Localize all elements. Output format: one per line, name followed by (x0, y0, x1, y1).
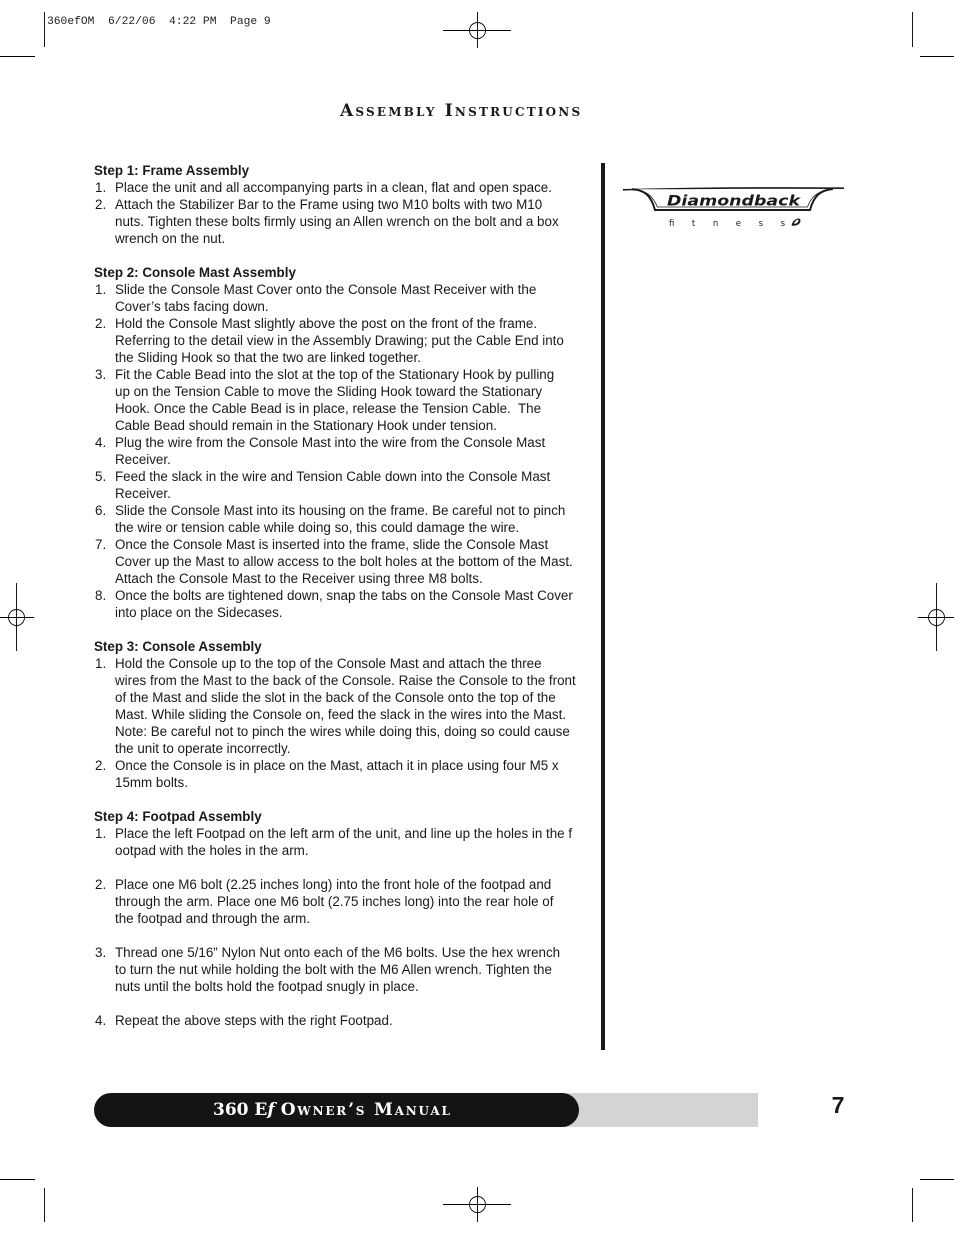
item-number: 4. (95, 435, 107, 450)
item-text-line: nuts. Tighten these bolts firmly using an Allen wrench on the bolt and a box (115, 214, 559, 229)
item-number: 2. (95, 316, 107, 331)
instruction-item (94, 536, 594, 587)
item-number: 4. (95, 1013, 107, 1028)
instruction-item (94, 825, 594, 859)
logo-tagline-text: fitness (669, 219, 785, 229)
crop-mark-bottom-left (0, 1180, 45, 1223)
item-text-line: Feed the slack in the wire and Tension Cable down into the Console Mast (115, 469, 551, 484)
item-number: 2. (95, 877, 107, 892)
crop-mark-top-right (913, 12, 954, 57)
item-text-line: to turn the nut while holding the bolt with the M6 Allen wrench. Tighten the (115, 962, 552, 977)
item-text-line: 15mm bolts. (115, 775, 188, 790)
item-text-line: Place the unit and all accompanying parts in a clean, flat and open space. (115, 180, 552, 195)
item-text-line: Once the Console is in place on the Mast, attach it in place using four M5 x (115, 758, 559, 773)
item-number: 2. (95, 197, 107, 212)
logo-mark-icon (792, 218, 801, 225)
instruction-item (94, 587, 594, 621)
item-text-line: Cover’s tabs facing down. (115, 299, 269, 314)
item-text-line: into place on the Sidecases. (115, 605, 283, 620)
item-text-line: Hold the Console up to the top of the Console Mast and attach the three (115, 656, 542, 671)
item-text-line: Attach the Stabilizer Bar to the Frame using two M10 bolts with two M10 (115, 197, 543, 212)
print-slug: 360efOM 6/22/06 4:22 PM Page 9 (47, 16, 271, 28)
item-text-line: nuts until the bolts hold the footpad snugly in place. (115, 979, 419, 994)
item-number: 1. (95, 282, 107, 297)
item-text-line: the wire or tension cable while doing so, this could damage the wire. (115, 520, 520, 535)
step-title: Step 2: Console Mast Assembly (94, 265, 296, 280)
item-number: 8. (95, 588, 107, 603)
step-section (94, 264, 594, 621)
item-text-line: the Sliding Hook so that the two are linked together. (115, 350, 421, 365)
item-text-line: Cover up the Mast to allow access to the bolt holes at the bottom of the Mast. (115, 554, 573, 569)
vertical-rule (601, 163, 605, 1050)
item-text-line: Place one M6 bolt (2.25 inches long) into the front hole of the footpad and (115, 877, 552, 892)
diamondback-fitness-logo (620, 180, 848, 232)
item-text-line: up on the Tension Cable to move the Sliding Hook toward the Stationary (115, 384, 543, 399)
instruction-item (94, 196, 594, 247)
crop-mark-top-left (0, 12, 45, 57)
item-number: 1. (95, 180, 107, 195)
step-section (94, 808, 594, 1029)
item-text-line: the footpad and through the arm. (115, 911, 311, 926)
item-text-line: through the arm. Place one M6 bolt (2.75 inches long) into the rear hole of (115, 894, 554, 909)
step-section (94, 638, 594, 791)
item-number: 6. (95, 503, 107, 518)
instruction-item (94, 1012, 594, 1029)
registration-mark-left (0, 583, 34, 651)
step-title: Step 4: Footpad Assembly (94, 809, 262, 824)
item-number: 3. (95, 367, 107, 382)
item-number: 3. (95, 945, 107, 960)
item-text-line: Note: Be careful not to pinch the wires while doing this, doing so could cause (115, 724, 570, 739)
item-text-line: Once the Console Mast is inserted into the frame, slide the Console Mast (115, 537, 549, 552)
item-text-line: Mast. While sliding the Console on, feed the slack in the wires into the Mast. (115, 707, 567, 722)
crop-mark-bottom-right (913, 1180, 954, 1223)
instruction-item (94, 315, 594, 366)
item-text-line: Plug the wire from the Console Mast into the wire from the Console Mast (115, 435, 546, 450)
item-number: 1. (95, 656, 107, 671)
item-number: 1. (95, 826, 107, 841)
instruction-item (94, 757, 594, 791)
page-heading: Assembly Instructions (340, 101, 583, 121)
instruction-item (94, 434, 594, 468)
footer-manual-title: Owner’s Manual (280, 1100, 452, 1120)
instruction-item (94, 366, 594, 434)
step-section (94, 162, 594, 247)
item-text-line: Slide the Console Mast Cover onto the Console Mast Receiver with the (115, 282, 537, 297)
instruction-item (94, 468, 594, 502)
item-text-line: ootpad with the holes in the arm. (115, 843, 309, 858)
item-text-line: Attach the Console Mast to the Receiver using three M8 bolts. (115, 571, 483, 586)
item-text-line: Referring to the detail view in the Assembly Drawing; put the Cable End into (115, 333, 564, 348)
item-text-line: Slide the Console Mast into its housing on the frame. Be careful not to pinch (115, 503, 566, 518)
item-text-line: Receiver. (115, 486, 171, 501)
logo-brand-text: Diamondback (667, 193, 803, 210)
item-text-line: Receiver. (115, 452, 171, 467)
instruction-item (94, 179, 594, 196)
item-number: 7. (95, 537, 107, 552)
item-text-line: the unit to operate incorrectly. (115, 741, 291, 756)
item-text-line: Once the bolts are tightened down, snap the tabs on the Console Mast Cover (115, 588, 573, 603)
instruction-item (94, 502, 594, 536)
item-number: 5. (95, 469, 107, 484)
instruction-item (94, 281, 594, 315)
instructions-column (94, 162, 594, 1029)
item-text-line: Hold the Console Mast slightly above the post on the front of the frame. (115, 316, 538, 331)
step-title: Step 1: Frame Assembly (94, 163, 250, 178)
registration-mark-bottom (443, 1187, 511, 1222)
item-text-line: Hook. Once the Cable Bead is in place, release the Tension Cable. The (115, 401, 542, 416)
item-text-line: Cable Bead should remain in the Stationary Hook under tension. (115, 418, 497, 433)
footer-model: 360 E (213, 1100, 268, 1120)
item-text-line: Fit the Cable Bead into the slot at the top of the Stationary Hook by pulling (115, 367, 555, 382)
page-number: 7 (831, 1092, 845, 1118)
item-number: 2. (95, 758, 107, 773)
instruction-item (94, 655, 594, 757)
item-text-line: wrench on the nut. (115, 231, 226, 246)
item-text-line: of the Mast and slide the slot in the back of the Console onto the top of the (115, 690, 556, 705)
item-text-line: wires from the Mast to the back of the Console. Raise the Console to the front (115, 673, 576, 688)
registration-mark-top (443, 12, 511, 48)
registration-mark-right (918, 583, 954, 651)
instruction-item (94, 876, 594, 927)
instruction-item (94, 944, 594, 995)
item-text-line: Repeat the above steps with the right Footpad. (115, 1013, 393, 1028)
footer-title-bar (94, 1093, 579, 1127)
item-text-line: Place the left Footpad on the left arm of the unit, and line up the holes in the f (115, 826, 573, 841)
step-title: Step 3: Console Assembly (94, 639, 262, 654)
item-text-line: Thread one 5/16” Nylon Nut onto each of the M6 bolts. Use the hex wrench (115, 945, 561, 960)
footer-model-suffix: f (267, 1100, 275, 1120)
